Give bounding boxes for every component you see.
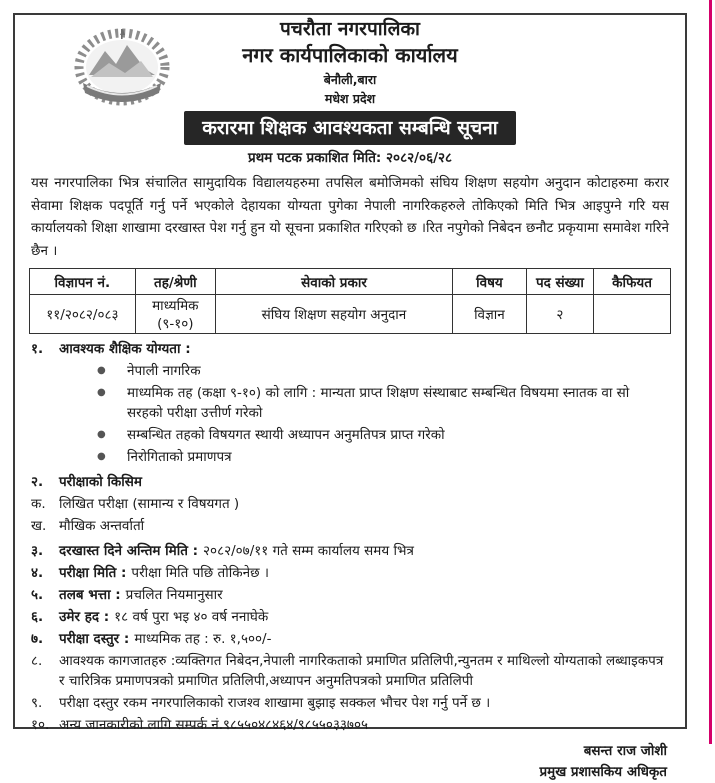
item-text: मौखिक अन्तर्वार्ता bbox=[59, 518, 145, 534]
item-label: परीक्षा दस्तुर : bbox=[59, 631, 130, 647]
item-letter: ख. bbox=[31, 518, 47, 534]
nepal-government-emblem-icon bbox=[67, 23, 177, 111]
item-number: ९. bbox=[31, 695, 43, 711]
col-header-post-count: पद संख्या bbox=[526, 269, 593, 295]
item-text: लिखित परीक्षा (सामान्य र विषयगत ) bbox=[59, 496, 240, 512]
section-required-qualification-heading bbox=[31, 339, 671, 359]
item-exam-date bbox=[31, 563, 671, 583]
item-salary-allowance bbox=[31, 585, 671, 605]
intro-paragraph: यस नगरपालिका भित्र संचालित सामुदायिक विद्यालयहरुमा तपसिल बमोजिमको संघिय शिक्षण सहयोग अनुदान कोटाहरुमा करार सेवामा शिक्षक पदपूर्ति गर्नु पर्ने भएकोले देहायका योग्यता पुगेका नेपाली नागरिकहरुले तोकिएको मिति भित्र आइपुग्ने गरि यस कार्यालयको शिक्षा शाखामा दरखास्त पेश गर्नु हुन यो सूचना प्रकाशित गरिएको छ ।रित नपुगेको निबेदन छनौट प्रकृयामा समावेश गरिने छैन । bbox=[31, 175, 669, 259]
item-contact-info bbox=[31, 715, 671, 735]
bullet-text: माध्यमिक तह (कक्षा ९-१०) को लागि : मान्यता प्राप्त शिक्षण संस्थाबाट सम्बन्धित विषयमा स्नातक वा सो सरहको परीक्षा उत्तीर्ण गरेको bbox=[127, 385, 630, 421]
cell-advertisement-no: ११/२०८२/०८३ bbox=[30, 295, 136, 334]
bullet-text: सम्बन्धित तहको विषयगत स्थायी अध्यापन अनुमतिपत्र प्राप्त गरेको bbox=[127, 427, 445, 443]
item-text: २०८२/०७/११ गते सम्म कार्यालय समय भित्र bbox=[203, 543, 414, 559]
cell-post-count: २ bbox=[526, 295, 593, 334]
notice-document bbox=[13, 13, 687, 780]
item-number: ४. bbox=[31, 565, 44, 581]
item-number: ८. bbox=[31, 653, 43, 669]
section-title: परीक्षाको किसिम bbox=[59, 474, 142, 490]
item-number: २. bbox=[31, 474, 44, 490]
item-text: १८ वर्ष पुरा भइ ४० वर्ष ननाघेके bbox=[114, 609, 269, 625]
municipality-name: पचरौता नगरपालिका bbox=[280, 18, 420, 40]
item-required-documents bbox=[31, 651, 671, 691]
qualification-bullet-3 bbox=[29, 425, 671, 445]
cell-level-class: माध्यमिक (९-१०) bbox=[135, 295, 215, 334]
scan-edge-artifact bbox=[709, 0, 712, 744]
item-text: परीक्षा दस्तुर रकम नगरपालिकाको राजश्व शाखामा बुझाइ सक्कल भौचर पेश गर्नु पर्ने छ । bbox=[59, 695, 491, 711]
col-header-level-class: तह/श्रेणी bbox=[135, 269, 215, 295]
item-label: उमेर हद : bbox=[59, 609, 110, 625]
item-text: प्रचलित नियमानुसार bbox=[125, 587, 223, 603]
item-number: ३. bbox=[31, 543, 44, 559]
item-label: तलब भत्ता : bbox=[59, 587, 121, 603]
signatory-block bbox=[29, 741, 671, 783]
bullet-icon: ● bbox=[97, 429, 106, 440]
bullet-text: नेपाली नागरिक bbox=[127, 363, 201, 379]
bullet-icon: ● bbox=[97, 365, 106, 376]
bullet-icon: ● bbox=[97, 451, 106, 462]
signatory-title: प्रमुख प्रशासकिय अधिकृत bbox=[539, 764, 667, 780]
item-text: अन्य जानकारीको लागि सम्पर्क नं.९८५५०४८४६४/९८५५०३३७०५ bbox=[59, 717, 368, 733]
item-letter: क. bbox=[31, 496, 46, 512]
col-header-subject: विषय bbox=[453, 269, 527, 295]
office-address: बेनौली,बारा bbox=[323, 72, 377, 87]
item-application-deadline bbox=[31, 541, 671, 561]
office-name: नगर कार्यपालिकाको कार्यालय bbox=[242, 43, 458, 67]
item-text: माध्यमिक तह : रु. १,५००/- bbox=[134, 631, 272, 647]
exam-type-interview bbox=[31, 516, 671, 536]
notice-title-banner: करारमा शिक्षक आवश्यकता सम्बन्धि सूचना bbox=[184, 111, 515, 145]
section-exam-type-heading bbox=[31, 472, 671, 492]
item-exam-fee bbox=[31, 629, 671, 649]
province-name: मधेश प्रदेश bbox=[324, 91, 376, 106]
col-header-service-type: सेवाको प्रकार bbox=[215, 269, 452, 295]
vacancy-table-header-row bbox=[30, 269, 671, 295]
item-number: १०. bbox=[31, 717, 50, 733]
cell-service-type: संघिय शिक्षण सहयोग अनुदान bbox=[215, 295, 452, 334]
item-label: परीक्षा मिति : bbox=[59, 565, 127, 581]
item-number: ५. bbox=[31, 587, 44, 603]
item-text: आवश्यक कागजातहरु :व्यक्तिगत निबेदन,नेपाली नागरिकताको प्रमाणित प्रतिलिपी,न्युनतम र माथिल्लो योग्यताको लब्धाइकपत्र र चारित्रिक प्रमाणपत्रको प्रमाणित प्रतिलिपी,अध्यापन अनुमतिपत्रको प्रमाणित प्रतिलिपी bbox=[59, 653, 664, 689]
signatory-name: बसन्त राज जोशी bbox=[583, 743, 667, 759]
published-date-line: प्रथम पटक प्रकाशित मिति: २०८२/०६/२८ bbox=[247, 150, 453, 166]
bullet-icon: ● bbox=[97, 387, 106, 398]
section-title: आवश्यक शैक्षिक योग्यता : bbox=[59, 341, 191, 357]
notice-title-row bbox=[29, 111, 671, 145]
item-number: ७. bbox=[31, 631, 44, 647]
item-age-limit bbox=[31, 607, 671, 627]
col-header-remarks: कैफियत bbox=[594, 269, 671, 295]
col-header-advertisement-no: विज्ञापन नं. bbox=[30, 269, 136, 295]
item-fee-voucher bbox=[31, 693, 671, 713]
vacancy-table bbox=[29, 268, 671, 334]
qualification-bullet-4 bbox=[29, 447, 671, 467]
vacancy-table-row bbox=[30, 295, 671, 334]
exam-type-written bbox=[31, 494, 671, 514]
qualification-bullet-1 bbox=[29, 361, 671, 381]
qualification-bullet-2 bbox=[29, 383, 671, 423]
cell-subject: विज्ञान bbox=[453, 295, 527, 334]
cell-remarks bbox=[594, 295, 671, 334]
item-number: १. bbox=[31, 341, 44, 357]
bullet-text: निरोगिताको प्रमाणपत्र bbox=[127, 449, 232, 465]
item-label: दरखास्त दिने अन्तिम मिति : bbox=[59, 543, 199, 559]
item-number: ६. bbox=[31, 609, 44, 625]
item-text: परीक्षा मिति पछि तोकिनेछ । bbox=[131, 565, 269, 581]
